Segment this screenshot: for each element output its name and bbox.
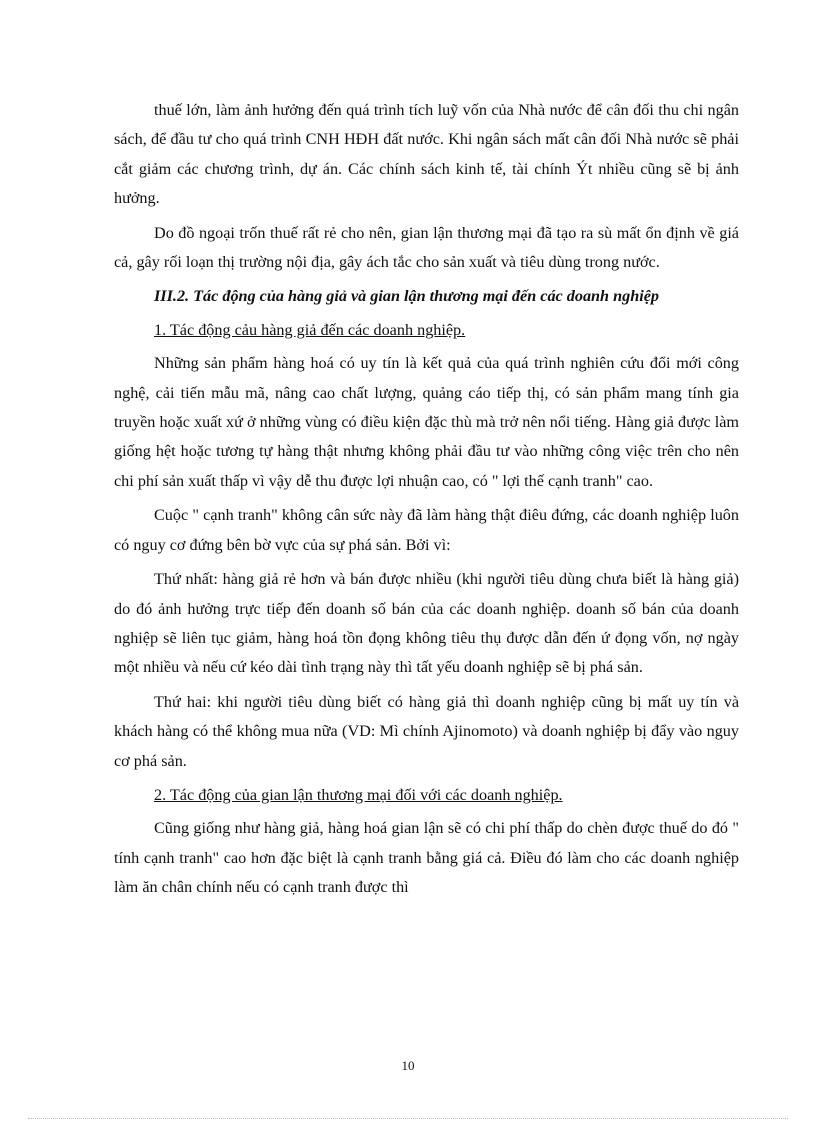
paragraph: Cũng giống như hàng giả, hàng hoá gian lận sẽ có chi phí thấp do chèn được thuế do đó " tính cạnh tranh" cao hơn đặc biệt là cạnh tranh bằng giá cả. Điều đó làm cho các doanh nghiệp làm ăn chân chính nếu có cạnh tranh được thì bbox=[114, 819, 739, 897]
paragraph: Những sản phẩm hàng hoá có uy tín là kết quả của quá trình nghiên cứu đổi mới công nghệ, cải tiến mẫu mã, nâng cao chất lượng, quảng cáo tiếp thị, có sản phẩm mang tính gia truyền hoặc xuất xứ ở những vùng có điều kiện đặc thù mà trở nên nổi tiếng. Hàng giả được làm giống hệt hoặc tương tự hàng thật nhưng không phải đầu tư vào những công việc trên cho nên chi phí sản xuất thấp vì vậy dễ thu được lợi nhuận cao, có " lợi thế cạnh tranh" cao. bbox=[114, 354, 739, 490]
paragraph: Do đồ ngoại trốn thuế rất rẻ cho nên, gian lận thương mại đã tạo ra sù mất ổn định về giá cả, gây rối loạn thị trường nội địa, gây ách tắc cho sản xuất và tiêu dùng trong nước. bbox=[114, 223, 739, 272]
section-heading: III.2. Tác động của hàng giả và gian lận thương mại đến các doanh nghiệp bbox=[154, 287, 659, 306]
page-body bbox=[114, 96, 739, 908]
paragraph: Thứ hai: khi người tiêu dùng biết có hàng giả thì doanh nghiệp cũng bị mất uy tín và khách hàng có thể không mua nữa (VD: Mì chính Ajinomoto) và doanh nghiệp bị đẩy vào nguy cơ phá sản. bbox=[114, 692, 739, 770]
subsection-heading: 2. Tác động của gian lận thương mại đối với các doanh nghiệp. bbox=[154, 785, 563, 804]
subsection-heading: 1. Tác động cảu hàng giả đến các doanh nghiệp. bbox=[154, 320, 466, 339]
page-number: 10 bbox=[401, 1058, 415, 1073]
page-bottom-divider bbox=[28, 1118, 788, 1119]
paragraph: Thứ nhất: hàng giả rẻ hơn và bán được nhiều (khi người tiêu dùng chưa biết là hàng giả) do đó ảnh hưởng trực tiếp đến doanh số bán của các doanh nghiệp. doanh số bán của doanh nghiệp sẽ liên tục giảm, hàng hoá tồn đọng không tiêu thụ được dẫn đến ứ đọng vốn, nợ ngày một nhiều và nếu cứ kéo dài tình trạng này thì tất yếu doanh nghiệp sẽ bị phá sản. bbox=[114, 570, 739, 677]
paragraph: Cuộc " cạnh tranh" không cân sức này đã làm hàng thật điêu đứng, các doanh nghiệp luôn có nguy cơ đứng bên bờ vực của sự phá sản. Bởi vì: bbox=[114, 506, 739, 554]
paragraph-continued: thuế lớn, làm ảnh hưởng đến quá trình tích luỹ vốn của Nhà nước để cân đối thu chi ngân sách, để đầu tư cho quá trình CNH HĐH đất nước. Khi ngân sách mất cân đối Nhà nước sẽ phải cắt giảm các chương trình, dự án. Các chính sách kinh tế, tài chính Ýt nhiều cũng sẽ bị ảnh hưởng. bbox=[114, 101, 739, 208]
